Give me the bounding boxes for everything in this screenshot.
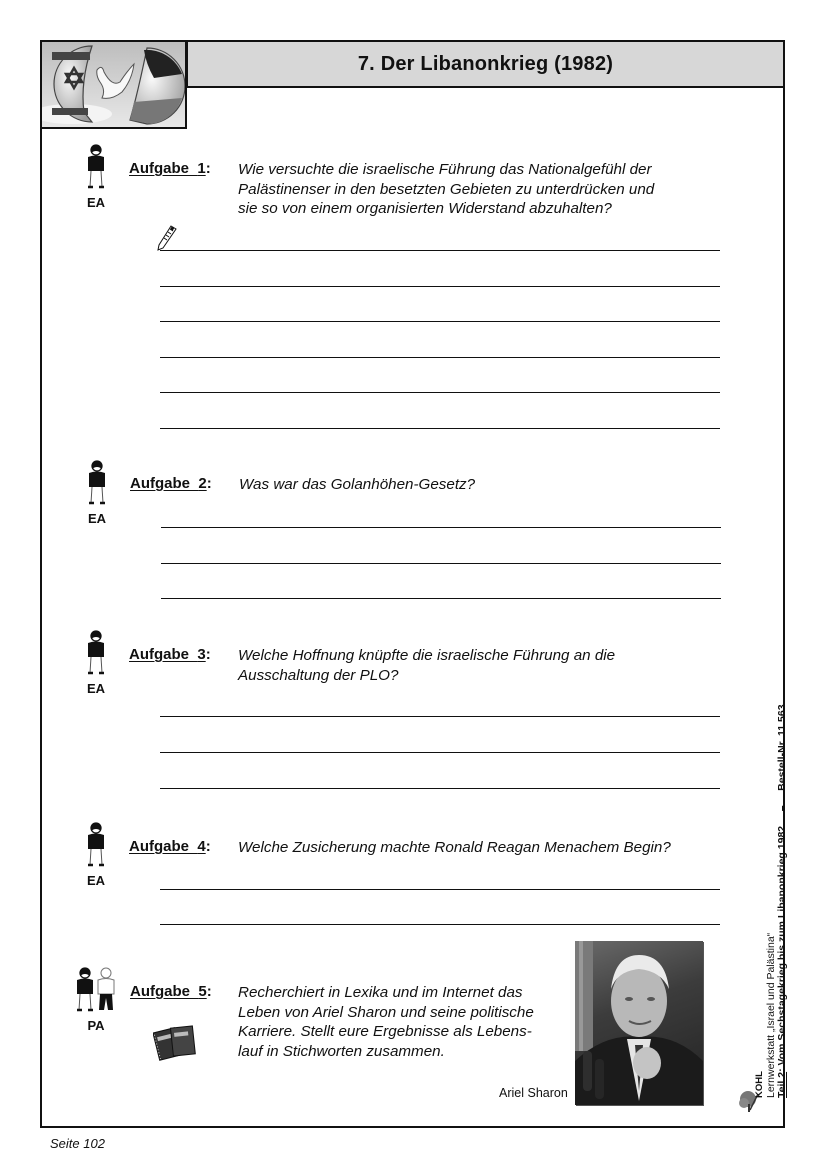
answer-line[interactable]: [160, 428, 720, 429]
page-title: 7. Der Libanonkrieg (1982): [357, 52, 614, 75]
publisher-logo-text: KOHL: [754, 1071, 765, 1098]
task-question-4: Welche Zusicherung machte Ronald Reagan Menachem Begin?: [238, 839, 671, 856]
answer-line[interactable]: [161, 598, 721, 599]
answer-line[interactable]: [161, 527, 721, 528]
single-student-icon: [81, 629, 111, 696]
task-label-2: Aufgabe 2:: [130, 475, 212, 492]
publisher-sidebar: [754, 704, 789, 1098]
pencil-icon: [157, 225, 177, 251]
series-subtitle: Teil 2: Vom Sechstagekrieg bis zum Libanonkrieg 1982 – Bestell-Nr. 11 563: [776, 704, 788, 1098]
ariel-sharon-photo: [575, 941, 703, 1105]
task-label-4: Aufgabe 4:: [129, 838, 211, 855]
answer-line[interactable]: [160, 788, 720, 789]
answer-line[interactable]: [160, 286, 720, 287]
work-mode-label: PA: [87, 1018, 105, 1033]
single-student-icon: [82, 459, 112, 526]
photo-caption: Ariel Sharon: [499, 1086, 568, 1100]
answer-line[interactable]: [160, 924, 720, 925]
answer-line[interactable]: [161, 563, 721, 564]
task-question-3: Welche Hoffnung knüpfte die israelische Führung an die Ausschaltung der PLO?: [238, 647, 616, 684]
answer-line[interactable]: [160, 357, 720, 358]
page-number: Seite 102: [50, 1136, 105, 1151]
answer-line[interactable]: [160, 250, 720, 251]
answer-line[interactable]: [160, 392, 720, 393]
answer-line[interactable]: [160, 752, 720, 753]
work-mode-label: EA: [87, 511, 107, 526]
answer-line[interactable]: [160, 889, 720, 890]
task-question-2: Was war das Golanhöhen-Gesetz?: [239, 476, 476, 493]
work-mode-label: EA: [86, 681, 106, 696]
order-number: Bestell-Nr. 11 563: [776, 704, 788, 791]
work-mode-label: EA: [86, 195, 106, 210]
worksheet-title-bar: [186, 40, 785, 88]
series-title: Lernwerkstatt „Israel und Palästina“: [764, 932, 777, 1098]
answer-line[interactable]: [160, 321, 720, 322]
work-mode-label: EA: [86, 873, 106, 888]
task-question-5: Recherchiert in Lexika und im Internet das Leben von Ariel Sharon und seine politische Karriere. Stellt eure Ergebnisse als Lebens- lauf in Stichworten zusammen.: [238, 984, 534, 1060]
answer-line[interactable]: [160, 716, 720, 717]
books-icon: [153, 1024, 197, 1062]
pair-students-icon: [73, 966, 119, 1033]
task-label-5: Aufgabe 5:: [130, 983, 212, 1000]
israel-palestine-dove-logo: [40, 40, 187, 129]
single-student-icon: [81, 821, 111, 888]
task-label-1: Aufgabe 1:: [129, 160, 211, 177]
task-label-3: Aufgabe 3:: [129, 646, 211, 663]
single-student-icon: [81, 143, 111, 210]
task-question-1: Wie versuchte die israelische Führung das Nationalgefühl der Palästinenser in den besetzten Gebieten zu unterdrücken und sie so von einem organisierten Widerstand abzuhalten?: [238, 161, 655, 217]
